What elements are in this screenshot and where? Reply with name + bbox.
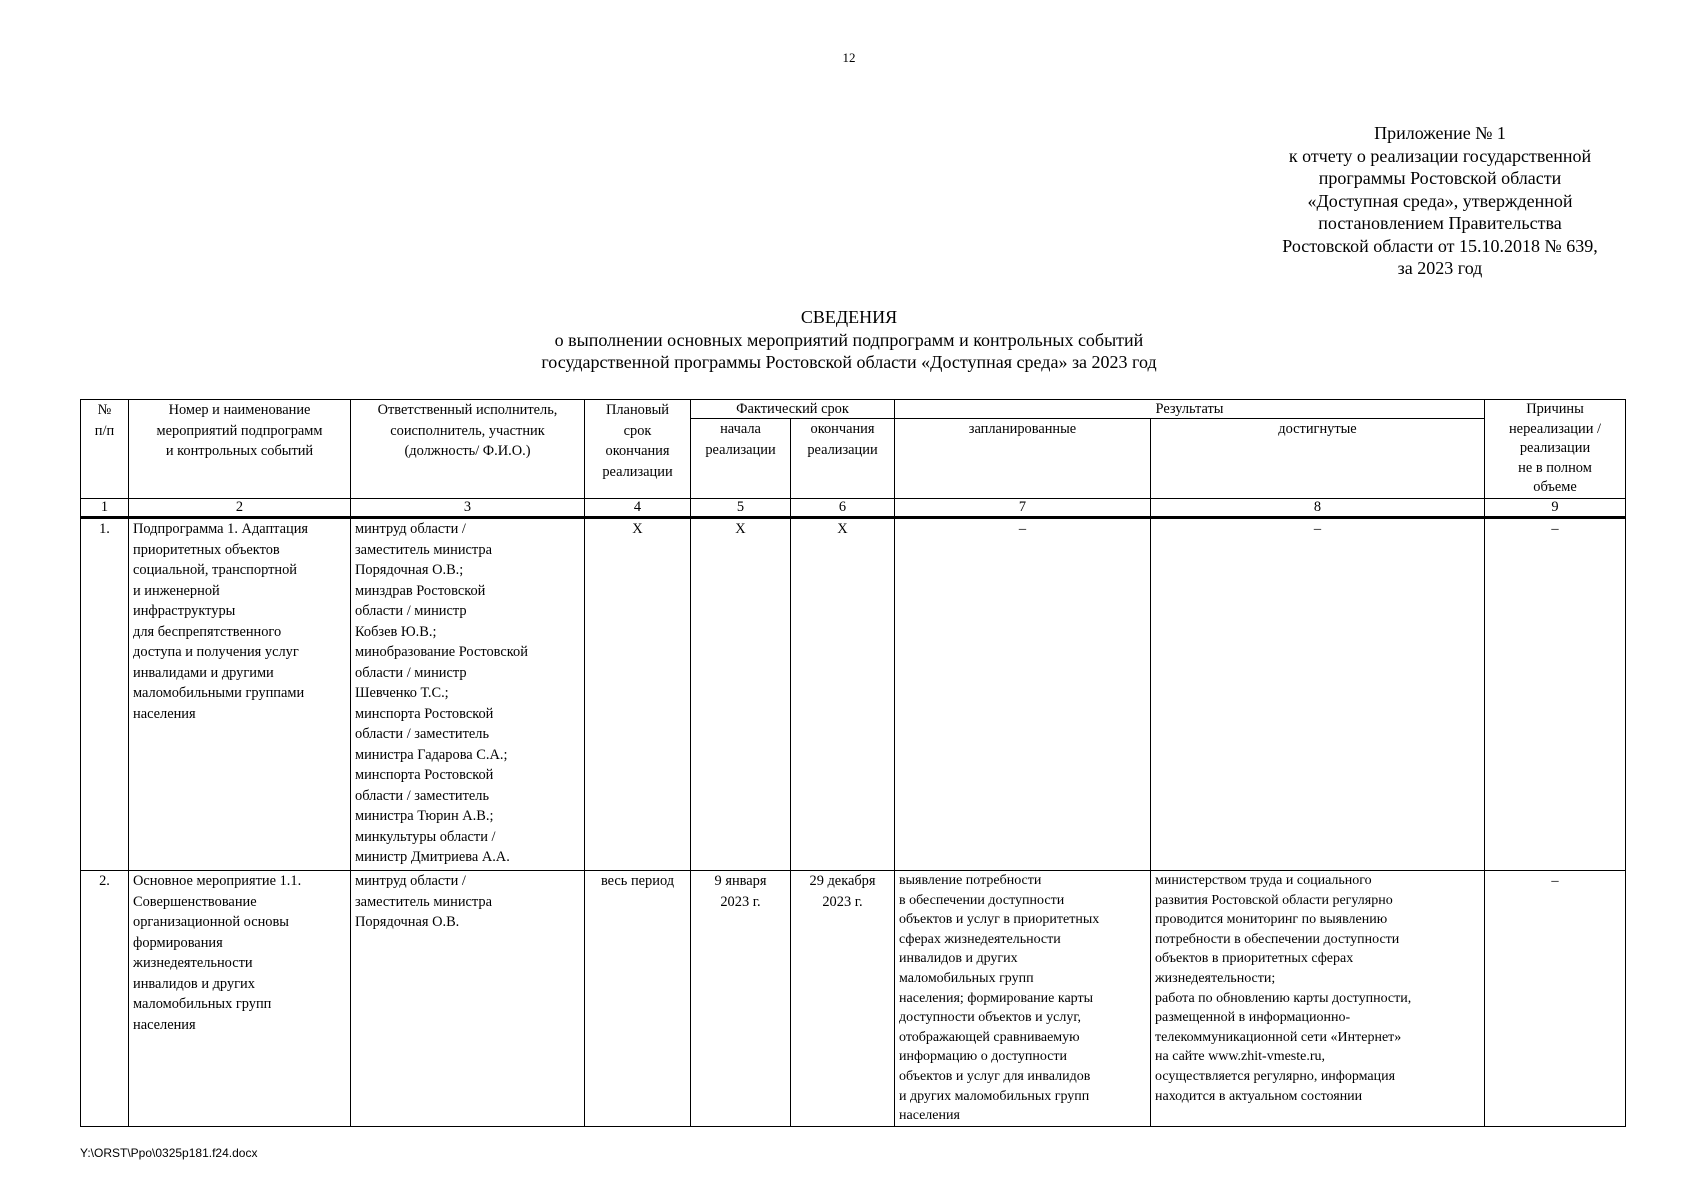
appendix-line: за 2023 год [1397,258,1483,278]
document-title: СВЕДЕНИЯ [800,307,898,327]
column-number: 3 [351,499,585,518]
row-num: 2. [81,871,129,1127]
header-plan-term: Плановый срок окончания реализации [585,400,691,499]
appendix-line: к отчету о реализации государственной [1288,145,1592,166]
column-number: 9 [1485,499,1626,518]
appendix-caption [1250,122,1630,280]
document-subtitle-line: о выполнении основных мероприятий подпрограмм и контрольных событий [554,329,1144,350]
column-number: 1 [81,499,129,518]
row-planned: – [895,518,1151,871]
row-fact-end: Х [791,518,895,871]
row-plan-term: Х [585,518,691,871]
file-path-footer: Y:\ORST\Ppo\0325p181.f24.docx [80,1146,258,1160]
row-name: Подпрограмма 1. Адаптация приоритетных объектов социальной, транспортной и инженерной инфраструктуры для беспрепятственного доступа и получения услуг инвалидами и другими маломобильными группами населения [129,518,351,871]
column-number: 2 [129,499,351,518]
report-table [80,399,1626,1127]
appendix-line: Ростовской области от 15.10.2018 № 639, [1282,235,1598,256]
row-reasons: – [1485,871,1626,1127]
header-planned: запланированные [895,419,1151,499]
row-fact-end: 29 декабря 2023 г. [791,871,895,1127]
row-achieved: – [1151,518,1485,871]
row-plan-term: весь период [585,871,691,1127]
header-name: Номер и наименование мероприятий подпрограмм и контрольных событий [129,400,351,499]
row-num: 1. [81,518,129,871]
column-number: 7 [895,499,1151,518]
header-executor: Ответственный исполнитель, соисполнитель, участник (должность/ Ф.И.О.) [351,400,585,499]
table-header-row [81,400,1626,419]
document-heading [0,306,1698,374]
header-fact-term: Фактический срок [691,400,895,419]
page-number: 12 [842,50,856,65]
appendix-line: «Доступная среда», утвержденной [1307,190,1573,211]
header-results: Результаты [895,400,1485,419]
column-number: 5 [691,499,791,518]
appendix-line: программы Ростовской области [1318,168,1562,188]
row-executor: минтруд области / заместитель министра Порядочная О.В.; минздрав Ростовской области / министр Кобзев Ю.В.; минобразование Ростовской области / министр Шевченко Т.С.; минспорта Ростовской области / заместитель министра Гадарова С.А.; минспорта Ростовской области / заместитель министра Тюрин А.В.; минкультуры области / министр Дмитриева А.А. [351,518,585,871]
header-reasons: Причины нереализации / реализации не в полном объеме [1485,400,1626,499]
header-fact-end: окончания реализации [791,419,895,499]
document-subtitle-line: государственной программы Ростовской области «Доступная среда» за 2023 год [541,352,1157,372]
row-fact-start: 9 января 2023 г. [691,871,791,1127]
column-numbers-row [81,499,1626,518]
row-planned: выявление потребности в обеспечении доступности объектов и услуг в приоритетных сферах жизнедеятельности инвалидов и других маломобильных групп населения; формирование карты доступности объектов и услуг, отображающей сравниваемую информацию о доступности объектов и услуг для инвалидов и других маломобильных групп населения [895,871,1151,1127]
row-executor: минтруд области / заместитель министра Порядочная О.В. [351,871,585,1127]
header-fact-start: начала реализации [691,419,791,499]
row-achieved: министерством труда и социального развития Ростовской области регулярно проводится мониторинг по выявлению потребности в обеспечении доступности объектов в приоритетных сферах жизнедеятельности; работа по обновлению карты доступности, размещенной в информационно- телекоммуникационной сети «Интернет» на сайте www.zhit-vmeste.ru, осуществляется регулярно, информация находится в актуальном состоянии [1151,871,1485,1127]
column-number: 6 [791,499,895,518]
header-num: № п/п [81,400,129,499]
column-number: 8 [1151,499,1485,518]
column-number: 4 [585,499,691,518]
header-achieved: достигнутые [1151,419,1485,499]
row-fact-start: Х [691,518,791,871]
row-reasons: – [1485,518,1626,871]
table-row [81,518,1626,871]
row-name: Основное мероприятие 1.1. Совершенствование организационной основы формирования жизнедеятельности инвалидов и других маломобильных групп населения [129,871,351,1127]
appendix-line: Приложение № 1 [1374,123,1506,143]
appendix-line: постановлением Правительства [1318,213,1562,233]
table-row [81,871,1626,1127]
